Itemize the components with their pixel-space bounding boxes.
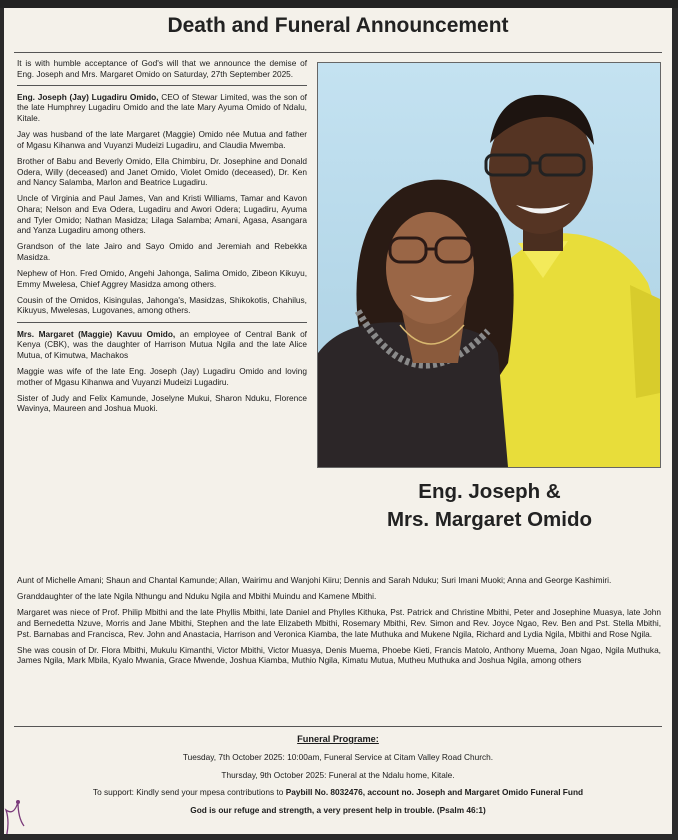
joseph-paragraph: Brother of Babu and Beverly Omido, Ella Chimbiru, Dr. Josephine and Donald Odera, Willy (deceased) and Janet Omido, Violet Omido (deceased), Dr. Ken and Nancy Salamba, Marlon and Beatrice Lugadiru. bbox=[17, 155, 307, 188]
program-line-2: Thursday, 9th October 2025: Funeral at the Ndalu home, Kitale. bbox=[221, 770, 455, 780]
margaret-wide-paragraph: Granddaughter of the late Ngila Nthungu and Nduku Ngila and Mbithi Muindu and Kamene Mbithi. bbox=[17, 591, 377, 602]
couple-portrait-image bbox=[318, 63, 660, 467]
support-prefix: To support: Kindly send your mpesa contributions to bbox=[92, 787, 286, 797]
page-title: Death and Funeral Announcement bbox=[167, 14, 509, 37]
margaret-name: Mrs. Margaret (Maggie) Kavuu Omido, bbox=[17, 328, 176, 339]
left-column bbox=[17, 58, 307, 420]
top-bar bbox=[0, 0, 678, 8]
intro-rule bbox=[17, 85, 307, 86]
joseph-paragraph: Grandson of the late Jairo and Sayo Omido and Jeremiah and Rebekka Masidza. bbox=[17, 241, 307, 262]
margaret-lead-paragraph bbox=[17, 329, 307, 361]
margaret-lead: an employee of Central Bank of Kenya (CBK), was the daughter of Harrison Mutua Ngila and the late Alice Mutua, of Kimutwa, Machakos bbox=[17, 328, 307, 360]
margaret-wide-paragraph: She was cousin of Dr. Flora Mbithi, Mukulu Kimanthi, Victor Mbithi, Victor Muasya, Denis Muema, Phoebe Kieti, Francis Matolo, Anthony Muema, Joan Ngao, Ngila Muthuka, James Ngila, Mark Mbila, Kyalo Mwania, Grace Mwende, Joshua Kiamba, Muthio Ngila, Kimatu Mutua, Mutheu Muthuka and Joshua Ngila, among others bbox=[17, 644, 661, 666]
support-line bbox=[4, 787, 672, 797]
couple-photo bbox=[317, 62, 661, 468]
joseph-paragraph: Jay was husband of the late Margaret (Maggie) Omido née Mutua and father of Mgasu Kihanwa and Vuyanzi Mudeizi Lugadiru, and Claudia Mwemba. bbox=[17, 129, 307, 150]
floral-decoration-icon bbox=[4, 792, 26, 834]
bible-verse: God is our refuge and strength, a very present help in trouble. (Psalm 46:1) bbox=[190, 805, 486, 815]
program-title: Funeral Programe: bbox=[297, 734, 379, 744]
joseph-lead-paragraph bbox=[17, 92, 307, 124]
names-line-2: Mrs. Margaret Omido bbox=[386, 508, 593, 531]
couple-names bbox=[322, 478, 657, 534]
section-rule bbox=[17, 322, 307, 323]
title-rule bbox=[14, 52, 662, 53]
joseph-lead: CEO of Stewar Limited, was the son of the late Humphrey Lugadiru Omido and the late Mary Ayuma Omido of Ndalu, Kitale. bbox=[17, 91, 307, 123]
program-rule bbox=[14, 726, 662, 727]
program-line-1: Tuesday, 7th October 2025: 10:00am, Funeral Service at Citam Valley Road Church. bbox=[182, 752, 494, 762]
names-line-1: Eng. Joseph & bbox=[418, 480, 561, 503]
margaret-wide-paragraph: Margaret was niece of Prof. Philip Mbithi and the late Phyllis Mbithi, late Daniel and Phylles Kithuka, Pst. Patrick and Christine Mbithi, Peter and Josephine Muasya, late John and Bernedetta Nzuve, Morris and Jane Mbithi, Stephen and the late Elizabeth Mbithi, Rosemary Mbithi, Rev. Simon and Rev. Joyce Ngao, Rev. Ben and Pst. Stella Mbithi, Pst. Barnabas and Francisca, Rev. John and Anastacia, Harrison and Veronica Kiamba, the late Muthuka and Mukene Ngila, Richard and Lydia Ngila, Mbithi and Rose Ngila. bbox=[17, 607, 661, 639]
joseph-paragraph: Nephew of Hon. Fred Omido, Angehi Jahonga, Salima Omido, Zibeon Kikuyu, Emmy Mwelesa, Chief Aggrey Masidza among others. bbox=[17, 268, 307, 289]
joseph-paragraph: Cousin of the Omidos, Kisingulas, Jahonga's, Masidzas, Shikokotis, Chahilus, Kikuyus, Mwelesas, Lugovanes, among others. bbox=[17, 294, 307, 316]
margaret-paragraph: Maggie was wife of the late Eng. Joseph (Jay) Lugadiru Omido and loving mother of Mgasu Kihanwa and Vuyanzi Mudeizi Lugadiru. bbox=[17, 366, 307, 387]
margaret-wide-paragraph: Aunt of Michelle Amani; Shaun and Chantal Kamunde; Allan, Wairimu and Wanjohi Kiiru; Dennis and Sarah Nduku; Suri Imani Muoki; Anna and George Kashimiri. bbox=[17, 575, 612, 585]
intro-paragraph: It is with humble acceptance of God's will that we announce the demise of Eng. Joseph and Mrs. Margaret Omido on Saturday, 27th September 2025. bbox=[17, 58, 307, 79]
wide-text bbox=[17, 575, 661, 672]
newspaper-page bbox=[4, 8, 672, 834]
joseph-name: Eng. Joseph (Jay) Lugadiru Omido, bbox=[17, 91, 159, 102]
support-paybill: Paybill No. 8032476, account no. Joseph and Margaret Omido Funeral Fund bbox=[285, 787, 584, 797]
margaret-paragraph: Sister of Judy and Felix Kamunde, Joselyne Mukui, Sharon Nduku, Florence Wavinya, Maureen and Joshua Muoki. bbox=[17, 392, 307, 414]
joseph-paragraph: Uncle of Virginia and Paul James, Van and Kristi Williams, Tamar and Kavon Ohara; Nelson and Eva Odera, Lugadiru and Awori Odera; Lugadiru, Ayuma and Tyler Omido; Nathan Masidza; Lilaga Salamba; Amani, Agasa, Asangara and Yanza Lugadiru among others. bbox=[17, 193, 307, 236]
